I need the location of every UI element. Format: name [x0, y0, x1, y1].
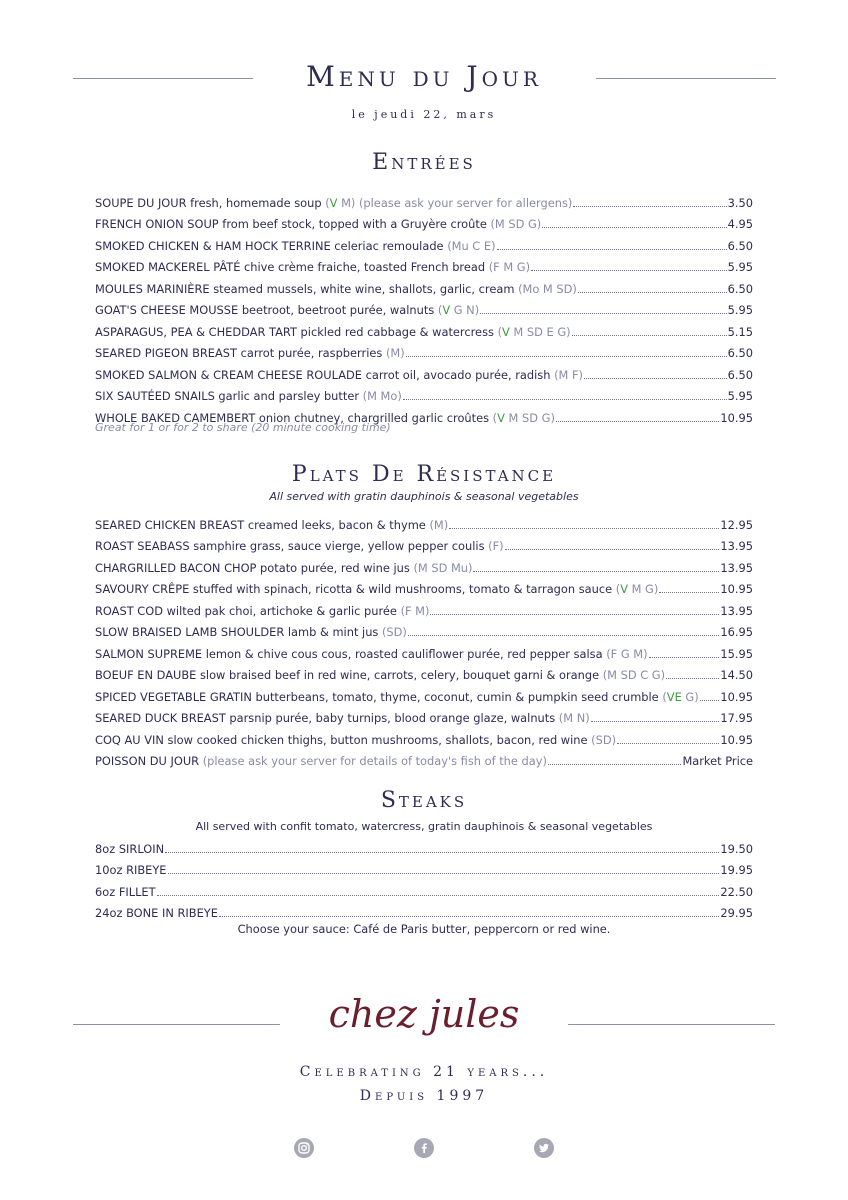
menu-item-veg-mark: V [620, 582, 628, 596]
menu-item-allergens: ( [615, 582, 621, 596]
menu-item-name: SEARED PIGEON BREAST [95, 346, 237, 360]
dot-leader [430, 614, 719, 615]
menu-item-desc: lamb & mint jus [284, 625, 382, 639]
steaks-subtitle: All served with confit tomato, watercress, gratin dauphinois & seasonal vegetables [195, 820, 653, 833]
menu-item-text [95, 754, 547, 768]
dot-leader [649, 657, 720, 658]
menu-item-name: SEARED DUCK BREAST [95, 711, 226, 725]
menu-item [95, 618, 753, 640]
menu-item [95, 704, 753, 726]
menu-item [95, 382, 753, 404]
menu-item-desc: carrot oil, avocado purée, radish [361, 367, 555, 382]
menu-item-text [95, 303, 479, 317]
twitter-icon[interactable] [534, 1138, 554, 1158]
menu-item-desc: fresh, homemade soup [186, 195, 326, 210]
menu-item-price: 4.95 [727, 217, 753, 231]
menu-item-price: 3.50 [727, 195, 753, 210]
menu-item-text [95, 711, 590, 725]
menu-item-price: 12.95 [720, 517, 753, 532]
dot-leader [617, 743, 719, 744]
menu-item-text [95, 733, 616, 747]
menu-item-price: 5.95 [727, 260, 753, 274]
menu-item-desc: chive crème fraiche, toasted French bread [240, 260, 489, 274]
menu-item-allergens: (M) [385, 346, 405, 360]
menu-item-allergens: G N) [450, 303, 480, 317]
menu-item-text [95, 582, 658, 596]
menu-item-name: SOUPE DU JOUR [95, 195, 187, 210]
menu-item-price: 16.95 [720, 625, 753, 639]
menu-item-desc: onion chutney, chargrilled garlic croûtes [255, 410, 493, 425]
menu-item-price: 22.50 [720, 884, 753, 899]
menu-item-text [95, 561, 472, 575]
menu-item-name: SMOKED SALMON & CREAM CHEESE ROULADE [95, 367, 362, 382]
menu-item-desc: stuffed with spinach, ricotta & wild mushrooms, tomato & tarragon sauce [189, 582, 616, 596]
dot-leader [578, 292, 727, 293]
menu-item [95, 856, 753, 878]
menu-item-price: 6.50 [727, 238, 753, 253]
menu-item-text [95, 647, 648, 661]
menu-item-allergens: (M SD C G) [602, 668, 666, 682]
menu-item-name: ROAST SEABASS [95, 539, 190, 553]
menu-item [95, 834, 753, 856]
menu-item-desc: carrot purée, raspberries [237, 346, 386, 360]
menu-item-price: 17.95 [720, 711, 753, 725]
menu-item-desc: samphire grass, sauce vierge, yellow pepper coulis [189, 539, 489, 553]
menu-item [95, 747, 753, 769]
menu-item-name: SIX SAUTÉED SNAILS [95, 389, 215, 403]
menu-item-price: 5.15 [727, 324, 753, 339]
menu-item-text [95, 625, 407, 639]
entrees-title: Entrées [372, 150, 476, 175]
chez-jules-logo: chez jules [328, 992, 520, 1036]
menu-item-price: 5.95 [727, 303, 753, 317]
menu-item [95, 575, 753, 597]
menu-item-name: SAVOURY CRÊPE [95, 582, 190, 596]
menu-item-name: BOEUF EN DAUBE [95, 668, 197, 682]
menu-item-price: 6.50 [727, 281, 753, 296]
dot-leader [505, 549, 720, 550]
menu-item [95, 510, 753, 532]
menu-item-allergens: (SD) [381, 625, 407, 639]
menu-item-allergens: (F M G) [488, 260, 531, 274]
menu-item-name: SMOKED CHICKEN & HAM HOCK TERRINE [95, 238, 331, 253]
menu-item-veg-mark: V [442, 303, 451, 317]
menu-item-name: ASPARAGUS, PEA & CHEDDAR TART [95, 324, 297, 339]
dot-leader [700, 700, 720, 701]
menu-item-text [95, 389, 402, 403]
menu-item-name: CHARGRILLED BACON CHOP [95, 560, 257, 575]
menu-item-price: 19.95 [720, 863, 753, 877]
menu-item-text [95, 518, 448, 532]
menu-item-price: 5.95 [727, 389, 753, 403]
menu-item-name: 6oz FILLET [95, 884, 156, 899]
menu-item [95, 253, 753, 275]
menu-item [95, 639, 753, 661]
menu-item-allergens: (Mu C E) [447, 238, 496, 253]
menu-item-text [95, 690, 699, 704]
menu-item-desc: steamed mussels, white wine, shallots, garlic, cream [209, 281, 519, 296]
menu-item-price: 19.50 [720, 841, 753, 856]
menu-item-allergens: M SD E G) [509, 324, 571, 339]
menu-item-desc: slow cooked chicken thighs, button mushrooms, shallots, bacon, red wine [163, 732, 592, 747]
dot-leader [572, 335, 727, 336]
menu-item-name: SLOW BRAISED LAMB SHOULDER [95, 625, 285, 639]
menu-item-allergens: (M SD Mu) [413, 560, 473, 575]
menu-item-text [95, 260, 530, 274]
dot-leader [473, 571, 719, 572]
menu-item-price: 6.50 [727, 367, 753, 382]
menu-item-name: FRENCH ONION SOUP [95, 217, 219, 231]
menu-item-text [95, 863, 167, 877]
menu-item-allergens: ( [437, 303, 443, 317]
menu-item [95, 899, 753, 921]
menu-item-allergens: ( [492, 410, 498, 425]
menu-item-desc: slow braised beef in red wine, carrots, celery, bouquet garni & orange [196, 668, 603, 682]
menu-item-allergens: (F G M) [606, 646, 648, 661]
menu-item-price: 13.95 [720, 560, 753, 575]
menu-item-text [95, 842, 164, 856]
menu-item [95, 231, 753, 253]
menu-item-allergens: (F) [488, 539, 504, 553]
menu-item-desc: parsnip purée, baby turnips, blood orange glaze, walnuts [225, 711, 559, 725]
dot-leader [403, 399, 727, 400]
menu-item-name: GOAT'S CHEESE MOUSSE [95, 303, 239, 317]
menu-item-text [95, 217, 541, 231]
dot-leader [573, 206, 726, 207]
menu-item [95, 360, 753, 382]
dot-leader [480, 313, 726, 314]
menu-item-allergens: M SD G) [504, 410, 555, 425]
menu-item-price: 13.95 [720, 539, 753, 553]
menu-item-text [95, 604, 429, 618]
sauce-note: Choose your sauce: Café de Paris butter, peppercorn or red wine. [237, 922, 611, 936]
menu-item-allergens: ( [662, 689, 667, 704]
entrees-note: Great for 1 or for 2 to share (20 minute cooking time) [95, 420, 391, 434]
menu-item [95, 553, 753, 575]
dot-leader [449, 528, 719, 529]
menu-item-name: 10oz RIBEYE [95, 863, 167, 877]
menu-item [95, 339, 753, 361]
menu-item-text [95, 196, 572, 210]
menu-item-name: 24oz BONE IN RIBEYE [95, 906, 218, 920]
dot-leader [556, 421, 720, 422]
menu-item [95, 532, 753, 554]
menu-item-veg-mark: V [502, 324, 510, 339]
menu-item-allergens: ( [325, 195, 330, 210]
menu-item-desc: garlic and parsley butter [214, 389, 363, 403]
dot-leader [219, 916, 719, 917]
menu-item-desc: beetroot, beetroot purée, walnuts [238, 303, 438, 317]
dot-leader [157, 895, 720, 896]
menu-item-desc: butterbeans, tomato, thyme, coconut, cumin & pumpkin seed crumble [251, 689, 663, 704]
menu-item-name: SALMON SUPREME [95, 646, 203, 661]
dot-leader [408, 635, 720, 636]
entrees-list [95, 188, 753, 435]
menu-item-price: Market Price [682, 754, 753, 768]
menu-item-text [95, 239, 496, 253]
menu-item-name: SPICED VEGETABLE GRATIN [95, 689, 252, 704]
menu-item [95, 188, 753, 210]
menu-item-name: 8oz SIRLOIN [95, 841, 165, 856]
menu-item-desc: celeriac remoulade [330, 238, 448, 253]
menu-item-text [95, 885, 156, 899]
menu-item [95, 274, 753, 296]
menu-item-allergens: (F M) [400, 603, 430, 618]
menu-item-desc: lemon & chive cous cous, roasted cauliflower purée, red pepper salsa [202, 646, 607, 661]
menu-item-name: MOULES MARINIÈRE [95, 281, 210, 296]
menu-item-name: COQ AU VIN [95, 732, 164, 747]
menu-item-allergens: ( [497, 324, 503, 339]
menu-item-allergens: M G) [627, 582, 659, 596]
menu-item-price: 6.50 [727, 346, 753, 360]
menu-item-desc: from beef stock, topped with a Gruyère croûte [218, 217, 491, 231]
menu-item-allergens: (M Mo) [362, 389, 402, 403]
plats-subtitle: All served with gratin dauphinois & seasonal vegetables [269, 490, 579, 503]
menu-item-price: 14.50 [720, 668, 753, 682]
menu-item-allergens: (M SD G) [490, 217, 542, 231]
plats-list [95, 510, 753, 768]
menu-item-text [95, 325, 571, 339]
menu-item-name: WHOLE BAKED CAMEMBERT [95, 410, 256, 425]
depuis-text: Depuis 1997 [359, 1088, 489, 1104]
menu-item-name: SMOKED MACKEREL PÂTÉ [95, 260, 241, 274]
menu-item-allergens: (Mo M SD) [518, 281, 577, 296]
menu-item-price: 15.95 [720, 646, 753, 661]
menu-title: Menu du Jour [306, 60, 542, 93]
dot-leader [497, 249, 727, 250]
menu-item-text [95, 539, 504, 553]
menu-item-price: 10.95 [720, 410, 753, 425]
dot-leader [666, 678, 719, 679]
menu-item-desc: pickled red cabbage & watercress [296, 324, 498, 339]
menu-item-name: SEARED CHICKEN BREAST [95, 517, 245, 532]
dot-leader [406, 356, 727, 357]
menu-date: le jeudi 22, mars [351, 108, 497, 121]
menu-item-allergens: (please ask your server for details of today's fish of the day) [202, 754, 547, 768]
menu-item-allergens: (M) [429, 517, 449, 532]
menu-item-price: 10.95 [720, 689, 753, 704]
menu-item [95, 210, 753, 232]
menu-item-allergens: M) (please ask your server for allergens) [337, 195, 573, 210]
menu-item [95, 661, 753, 683]
menu-item-veg-mark: VE [666, 689, 682, 704]
steaks-list [95, 834, 753, 920]
menu-item-price: 29.95 [720, 906, 753, 920]
menu-item-price: 10.95 [720, 732, 753, 747]
menu-item-text [95, 346, 405, 360]
dot-leader [659, 592, 719, 593]
menu-item-price: 10.95 [720, 582, 753, 596]
menu-item-allergens: G) [681, 689, 699, 704]
dot-leader [531, 270, 727, 271]
menu-item-veg-mark: V [497, 410, 505, 425]
menu-item [95, 877, 753, 899]
menu-item-name: ROAST COD [95, 603, 163, 618]
menu-item [95, 725, 753, 747]
menu-item-price: 13.95 [720, 603, 753, 618]
menu-item-desc: creamed leeks, bacon & thyme [244, 517, 430, 532]
menu-item-text [95, 282, 577, 296]
instagram-icon[interactable] [294, 1138, 314, 1158]
celebrating-text: Celebrating 21 years... [299, 1064, 549, 1080]
menu-item [95, 296, 753, 318]
dot-leader [548, 764, 682, 765]
menu-item-text [95, 368, 583, 382]
menu-item-text [95, 668, 665, 682]
menu-item [95, 682, 753, 704]
dot-leader [165, 852, 719, 853]
menu-item [95, 317, 753, 339]
menu-item-allergens: (SD) [591, 732, 617, 747]
steaks-title: Steaks [380, 788, 468, 813]
plats-title: Plats De Résistance [291, 462, 557, 487]
menu-item-name: POISSON DU JOUR [95, 754, 200, 768]
menu-item-allergens: (M F) [554, 367, 583, 382]
dot-leader [542, 227, 726, 228]
menu-item [95, 596, 753, 618]
menu-item-allergens: (M N) [558, 711, 590, 725]
dot-leader [584, 378, 727, 379]
dot-leader [168, 873, 720, 874]
menu-item-veg-mark: V [329, 195, 338, 210]
menu-item-text [95, 906, 218, 920]
menu-item-desc: potato purée, red wine jus [256, 560, 414, 575]
facebook-icon[interactable] [414, 1138, 434, 1158]
menu-item-desc: wilted pak choi, artichoke & garlic purée [162, 603, 401, 618]
dot-leader [591, 721, 720, 722]
